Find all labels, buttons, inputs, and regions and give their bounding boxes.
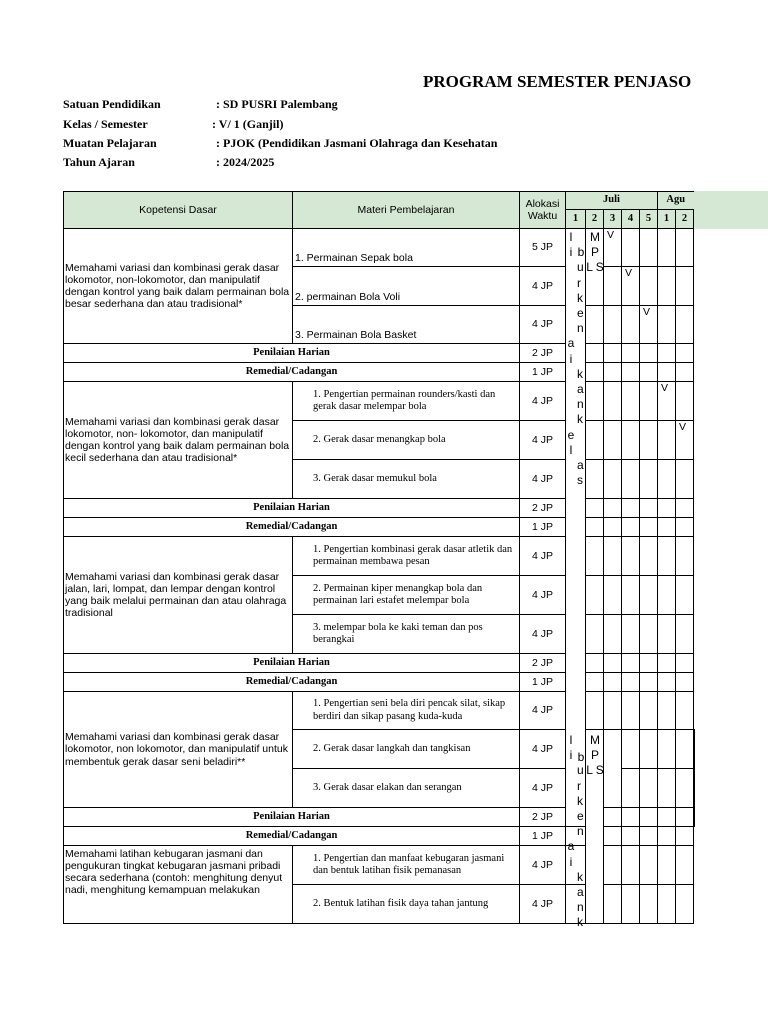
vchar: l <box>569 230 573 244</box>
penilaian-jp-4: 2 JP <box>520 808 566 827</box>
materi-12: 3. Gerak dasar elakan dan serangan <box>293 769 520 808</box>
kd-5: Memahami latihan kebugaran jasmani dan pengukuran tingkat kebugaran jasmani pribadi secara sederhana (contoh: menghitung denyut nadi, menghitung kemampuan melakukan <box>64 846 293 924</box>
jp-10: 4 JP <box>520 692 566 730</box>
jp-2: 4 JP <box>520 267 566 306</box>
jp-12: 4 JP <box>520 769 566 808</box>
vchar: n <box>577 900 584 915</box>
remedial-2: Remedial/Cadangan <box>64 518 520 537</box>
vchar: M <box>590 733 600 747</box>
materi-6: 3. Gerak dasar memukul bola <box>293 460 520 499</box>
remedial-jp-3: 1 JP <box>520 673 566 692</box>
cell-mpls-b <box>604 730 622 808</box>
vchar: k <box>577 290 583 305</box>
vchar: L S <box>586 260 604 275</box>
vchar: l <box>569 733 573 747</box>
info-label-kelas: Kelas / Semester <box>63 117 148 131</box>
materi-14: 2. Bentuk latihan fisik daya tahan jantung <box>293 885 520 924</box>
vchar: a <box>577 458 584 473</box>
jp-11: 4 JP <box>520 730 566 769</box>
materi-7: 1. Pengertian kombinasi gerak dasar atletik dan permainan membawa pesan <box>293 537 520 576</box>
header-alokasi-line1: Alokasi <box>525 197 560 210</box>
mark-v-1: V <box>604 229 622 267</box>
mark-v-2: V <box>622 267 640 306</box>
vchar: a <box>577 885 584 900</box>
vchar: a <box>577 382 584 397</box>
kd-2: Memahami variasi dan kombinasi gerak dasar lokomotor, non- lokomotor, dan manipulatif dengan kontrol yang baik dalam permainan bola kecil sederhana dan atau tradisional* <box>64 382 293 499</box>
info-label-muatan: Muatan Pelajaran <box>63 136 157 150</box>
vchar: i <box>569 854 573 869</box>
jp-1: 5 JP <box>520 229 566 267</box>
vchar: i <box>569 351 573 366</box>
mark-v-4: V <box>658 382 676 421</box>
jp-13: 4 JP <box>520 846 566 885</box>
vchar: P <box>590 748 599 763</box>
mark-v-3: V <box>640 306 658 344</box>
vchar: s <box>577 473 583 488</box>
vchar: e <box>567 427 575 442</box>
materi-11: 2. Gerak dasar langkah dan tangkisan <box>293 730 520 769</box>
info-label-tahun: Tahun Ajaran <box>63 155 135 169</box>
remedial-3: Remedial/Cadangan <box>64 673 520 692</box>
vchar: r <box>577 778 581 793</box>
mark-v-5: V <box>676 421 694 460</box>
materi-2: 2. permainan Bola Voli <box>293 267 520 306</box>
week-4: 4 <box>622 210 640 229</box>
vchar: k <box>577 366 583 381</box>
penilaian-jp-3: 2 JP <box>520 654 566 673</box>
vchar: u <box>577 260 584 275</box>
remedial-4: Remedial/Cadangan <box>64 827 520 846</box>
header-kd: Kopetensi Dasar <box>64 192 293 229</box>
remedial-jp-2: 1 JP <box>520 518 566 537</box>
materi-8: 2. Permainan kiper menangkap bola dan permainan lari estafet melempar bola <box>293 576 520 615</box>
program-semester-table <box>63 191 695 924</box>
remedial-jp-4: 1 JP <box>520 827 566 846</box>
materi-1: 1. Permainan Sepak bola <box>293 229 520 267</box>
vchar: i <box>569 748 573 763</box>
vchar: M <box>590 230 600 244</box>
header-fill-overflow <box>693 191 768 229</box>
penilaian-harian-2: Penilaian Harian <box>64 499 520 518</box>
vchar: i <box>569 245 573 260</box>
penilaian-harian-1: Penilaian Harian <box>64 344 520 363</box>
penilaian-harian-4: Penilaian Harian <box>64 808 520 827</box>
header-month-juli: Juli <box>566 192 658 210</box>
jp-14: 4 JP <box>520 885 566 924</box>
vchar: u <box>577 763 584 778</box>
jp-4: 4 JP <box>520 382 566 421</box>
vertical-b-a: b <box>577 245 585 259</box>
penilaian-jp-1: 2 JP <box>520 344 566 363</box>
header-month-agu: Agu <box>658 192 694 210</box>
materi-4: 1. Pengertian permainan rounders/kasti dan gerak dasar melempar bola <box>293 382 520 421</box>
vchar: k <box>577 869 583 884</box>
header-alokasi-line2: Waktu <box>527 210 558 222</box>
jp-9: 4 JP <box>520 615 566 654</box>
vchar: L S <box>586 763 604 778</box>
vchar: n <box>577 397 584 412</box>
week-1: 1 <box>566 210 586 229</box>
page-title: PROGRAM SEMESTER PENJASO <box>423 72 692 91</box>
jp-7: 4 JP <box>520 537 566 576</box>
vchar: e <box>577 306 584 321</box>
materi-13: 1. Pengertian dan manfaat kebugaran jasmani dan bentuk latihan fisik pemanasan <box>293 846 520 885</box>
vchar: r <box>577 275 581 290</box>
materi-9: 3. melempar bola ke kaki teman dan pos berangkai <box>293 615 520 654</box>
header-materi: Materi Pembelajaran <box>293 192 520 229</box>
vchar: e <box>577 809 584 824</box>
info-value-tahun: : 2024/2025 <box>216 155 275 169</box>
vchar: n <box>577 824 584 839</box>
week-7: 2 <box>676 210 694 229</box>
vchar: P <box>590 245 599 260</box>
jp-6: 4 JP <box>520 460 566 499</box>
info-value-satuan: : SD PUSRI Palembang <box>216 97 338 111</box>
week-6: 1 <box>658 210 676 229</box>
header-alokasi <box>520 192 566 229</box>
info-value-muatan: : PJOK (Pendidikan Jasmani Olahraga dan Kesehatan <box>216 136 498 150</box>
vchar: k <box>577 412 583 427</box>
kd-3: Memahami variasi dan kombinasi gerak dasar jalan, lari, lompat, dan lempar dengan kontrol yang baik melalui permainan dan atau olahraga tradisional <box>64 537 293 654</box>
remedial-1: Remedial/Cadangan <box>64 363 520 382</box>
materi-5: 2. Gerak dasar menangkap bola <box>293 421 520 460</box>
vertical-libur-kenaikan-kelas-a <box>565 230 584 488</box>
vertical-b-b: b <box>577 750 585 764</box>
vertical-mpls-a <box>586 230 604 276</box>
vchar: l <box>569 442 573 457</box>
kd-4: Memahami variasi dan kombinasi gerak dasar lokomotor, non lokomotor, dan manipulatif untuk membentuk gerak dasar seni beladiri** <box>64 692 293 808</box>
penilaian-harian-3: Penilaian Harian <box>64 654 520 673</box>
jp-3: 4 JP <box>520 306 566 344</box>
vertical-mpls-b <box>586 733 604 779</box>
week-3: 3 <box>604 210 622 229</box>
remedial-jp-1: 1 JP <box>520 363 566 382</box>
materi-10: 1. Pengertian seni bela diri pencak silat, sikap berdiri dan sikap pasang kuda-kuda <box>293 692 520 730</box>
vchar: k <box>577 793 583 808</box>
penilaian-jp-2: 2 JP <box>520 499 566 518</box>
vchar: a <box>567 336 575 351</box>
week-5: 5 <box>640 210 658 229</box>
info-label-satuan: Satuan Pendidikan <box>63 97 161 111</box>
vchar: k <box>577 915 583 930</box>
vchar: n <box>577 321 584 336</box>
kd-1: Memahami variasi dan kombinasi gerak dasar lokomotor, non-lokomotor, dan manipulatif dengan kontrol yang baik dalam permainan bola besar sederhana dan atau tradisional* <box>64 229 293 344</box>
jp-8: 4 JP <box>520 576 566 615</box>
vchar: a <box>567 839 575 854</box>
week-2: 2 <box>586 210 604 229</box>
info-value-kelas: : V/ 1 (Ganjil) <box>212 117 284 131</box>
materi-3: 3. Permainan Bola Basket <box>293 306 520 344</box>
jp-5: 4 JP <box>520 421 566 460</box>
